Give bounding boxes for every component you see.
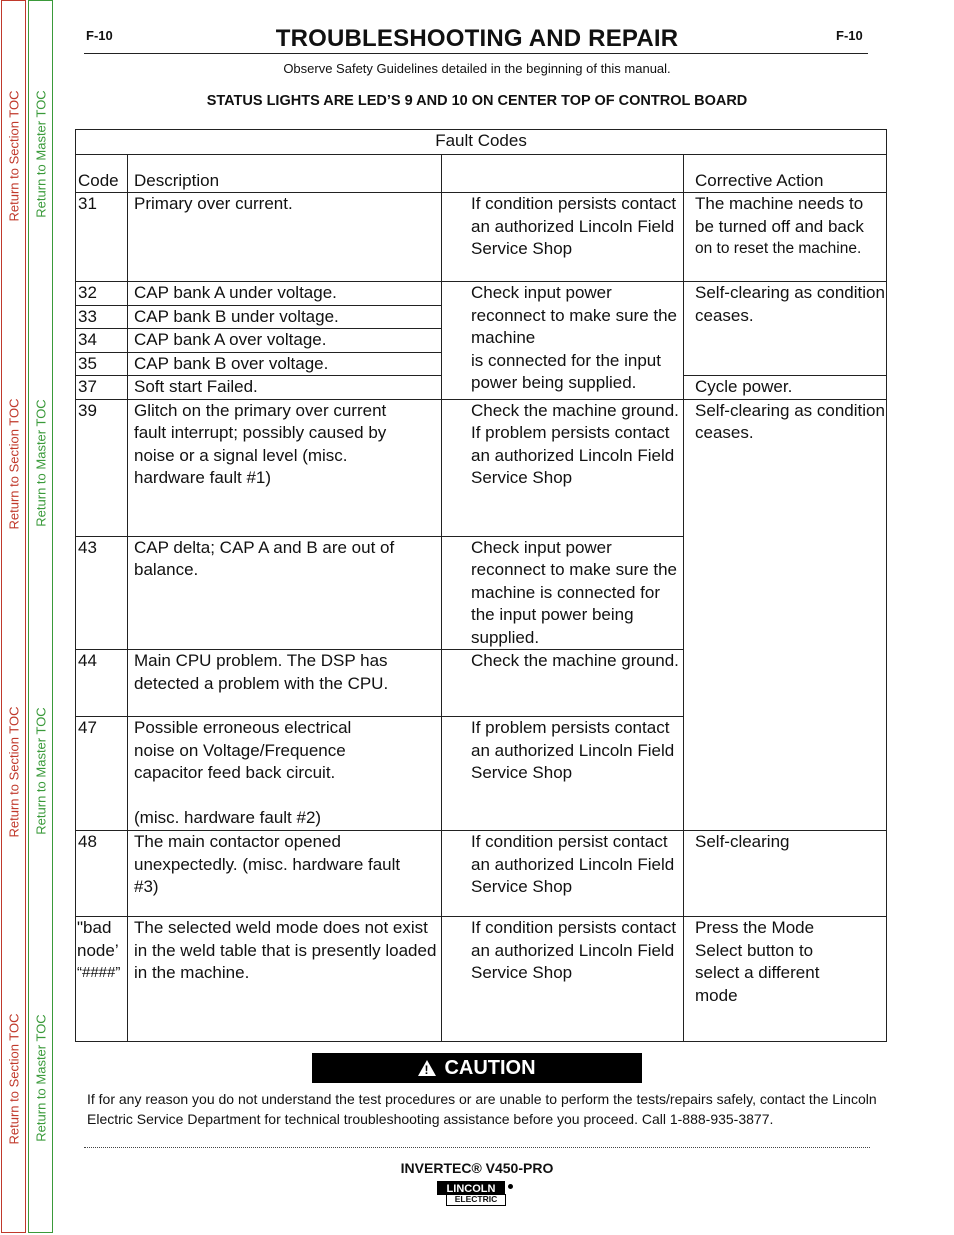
fault-action: If condition persist contact an authorized Lincoln Field Service Shop — [442, 831, 684, 917]
fault-description: Soft start Failed. — [128, 376, 442, 400]
corrective-action-line: The machine needs to be turned off and back — [695, 194, 864, 236]
fault-action-line: Check input power reconnect to make sure the machine — [471, 283, 678, 347]
corrective-action: Press the Mode Select button to select a different mode — [684, 917, 887, 1042]
column-header-corrective-action: Corrective Action — [684, 155, 887, 193]
fault-description: Main CPU problem. The DSP has detected a problem with the CPU. — [128, 650, 442, 717]
lincoln-electric-logo — [437, 1181, 515, 1207]
fault-action: If condition persists contact an authorized Lincoln Field Service Shop — [442, 917, 684, 1042]
fault-code: 48 — [76, 831, 128, 917]
logo-bottom: ELECTRIC — [446, 1194, 506, 1206]
fault-description: Primary over current. — [128, 193, 442, 282]
return-to-master-toc-link[interactable]: Return to Master TOC — [33, 399, 48, 527]
fault-description — [128, 717, 442, 831]
corrective-action: Cycle power. — [684, 376, 887, 400]
logo-top: LINCOLN — [437, 1181, 505, 1195]
return-to-section-toc-link[interactable]: Return to Section TOC — [6, 398, 21, 530]
fault-action: If problem persists contact an authorized Lincoln Field Service Shop — [442, 717, 684, 831]
header-rule — [84, 53, 868, 54]
fault-description: The selected weld mode does not exist in the weld table that is presently loaded in the machine. — [128, 917, 442, 1042]
return-to-master-toc-link[interactable]: Return to Master TOC — [33, 90, 48, 218]
fault-description: CAP bank A under voltage. — [128, 282, 442, 306]
fault-code: 37 — [76, 376, 128, 400]
section-toc-sidebar — [1, 0, 26, 1233]
column-header-description: Description — [128, 155, 442, 193]
fault-action — [442, 399, 684, 536]
fault-code: 39 — [76, 399, 128, 536]
fault-code-line: "bad — [77, 918, 112, 937]
corrective-action: Self-clearing as condition ceases. — [684, 282, 887, 376]
fault-code — [76, 917, 128, 1042]
fault-description: CAP bank B over voltage. — [128, 352, 442, 376]
fault-code: 43 — [76, 536, 128, 650]
column-header-action — [442, 155, 684, 193]
fault-action-line: Check the machine ground. — [471, 400, 679, 420]
warning-icon: ! — [418, 1060, 436, 1076]
fault-description: Glitch on the primary over current fault interrupt; possibly caused by noise or a signal level (misc. hardware fault #1) — [128, 399, 442, 536]
return-to-section-toc-link[interactable]: Return to Section TOC — [6, 706, 21, 838]
fault-code: 32 — [76, 282, 128, 306]
fault-action: Check input power reconnect to make sure the machine is connected for the input power being supplied. — [442, 536, 684, 650]
return-to-section-toc-link[interactable]: Return to Section TOC — [6, 1013, 21, 1145]
corrective-action: Self-clearing as condition ceases. — [684, 399, 887, 831]
return-to-master-toc-link[interactable]: Return to Master TOC — [33, 1014, 48, 1142]
safety-notice: Observe Safety Guidelines detailed in the beginning of this manual. — [283, 61, 671, 76]
master-toc-sidebar — [28, 0, 53, 1233]
fault-code-line: “####” — [77, 964, 121, 981]
fault-description: CAP delta; CAP A and B are out of balance. — [128, 536, 442, 650]
corrective-action-line: on to reset the machine. — [695, 240, 862, 257]
fault-action: Check the machine ground. — [442, 650, 684, 717]
fault-code: 35 — [76, 352, 128, 376]
fault-action — [442, 282, 684, 400]
caution-label: CAUTION — [444, 1056, 536, 1079]
fault-description-line: Possible erroneous electrical noise on Voltage/Frequence capacitor feed back circuit. — [134, 718, 352, 782]
column-header-code: Code — [76, 155, 128, 193]
footer-rule — [84, 1147, 870, 1148]
fault-code: 47 — [76, 717, 128, 831]
fault-action-line: If problem persists contact an authorized Lincoln Field Service Shop — [471, 423, 675, 487]
fault-codes-table — [75, 129, 887, 1042]
fault-action-line: is connected for the input power being supplied. — [471, 350, 661, 392]
return-to-section-toc-link[interactable]: Return to Section TOC — [6, 90, 21, 222]
page-title — [0, 25, 954, 53]
fault-action: If condition persists contact an authorized Lincoln Field Service Shop — [442, 193, 684, 282]
caution-banner — [312, 1053, 642, 1083]
fault-code-line: node’ — [77, 940, 119, 960]
return-to-master-toc-link[interactable]: Return to Master TOC — [33, 707, 48, 835]
corrective-action — [684, 193, 887, 282]
product-name: INVERTEC® V450-PRO — [400, 1160, 554, 1176]
fault-code: 44 — [76, 650, 128, 717]
fault-description: CAP bank B under voltage. — [128, 305, 442, 329]
corrective-action: Self-clearing — [684, 831, 887, 917]
page-number-right: F-10 — [836, 28, 863, 43]
registered-mark — [508, 1184, 513, 1189]
fault-description-line: (misc. hardware fault #2) — [134, 807, 322, 827]
caution-text: If for any reason you do not understand the test procedures or are unable to perform the tests/repairs safely, contact the Lincoln Electric Service Department for technical troubleshooting assistance before you proceed. Call 1-888-935-3877. — [87, 1091, 877, 1127]
fault-description: CAP bank A over voltage. — [128, 329, 442, 353]
status-lights-heading: STATUS LIGHTS ARE LED’S 9 AND 10 ON CENTER TOP OF CONTROL BOARD — [206, 93, 748, 109]
fault-code: 34 — [76, 329, 128, 353]
fault-description: The main contactor opened unexpectedly. (misc. hardware fault #3) — [128, 831, 442, 917]
table-caption: Fault Codes — [76, 130, 887, 155]
page-number-left: F-10 — [86, 28, 113, 43]
fault-code: 33 — [76, 305, 128, 329]
page-title-text: TROUBLESHOOTING AND REPAIR — [275, 25, 679, 52]
fault-code: 31 — [76, 193, 128, 282]
